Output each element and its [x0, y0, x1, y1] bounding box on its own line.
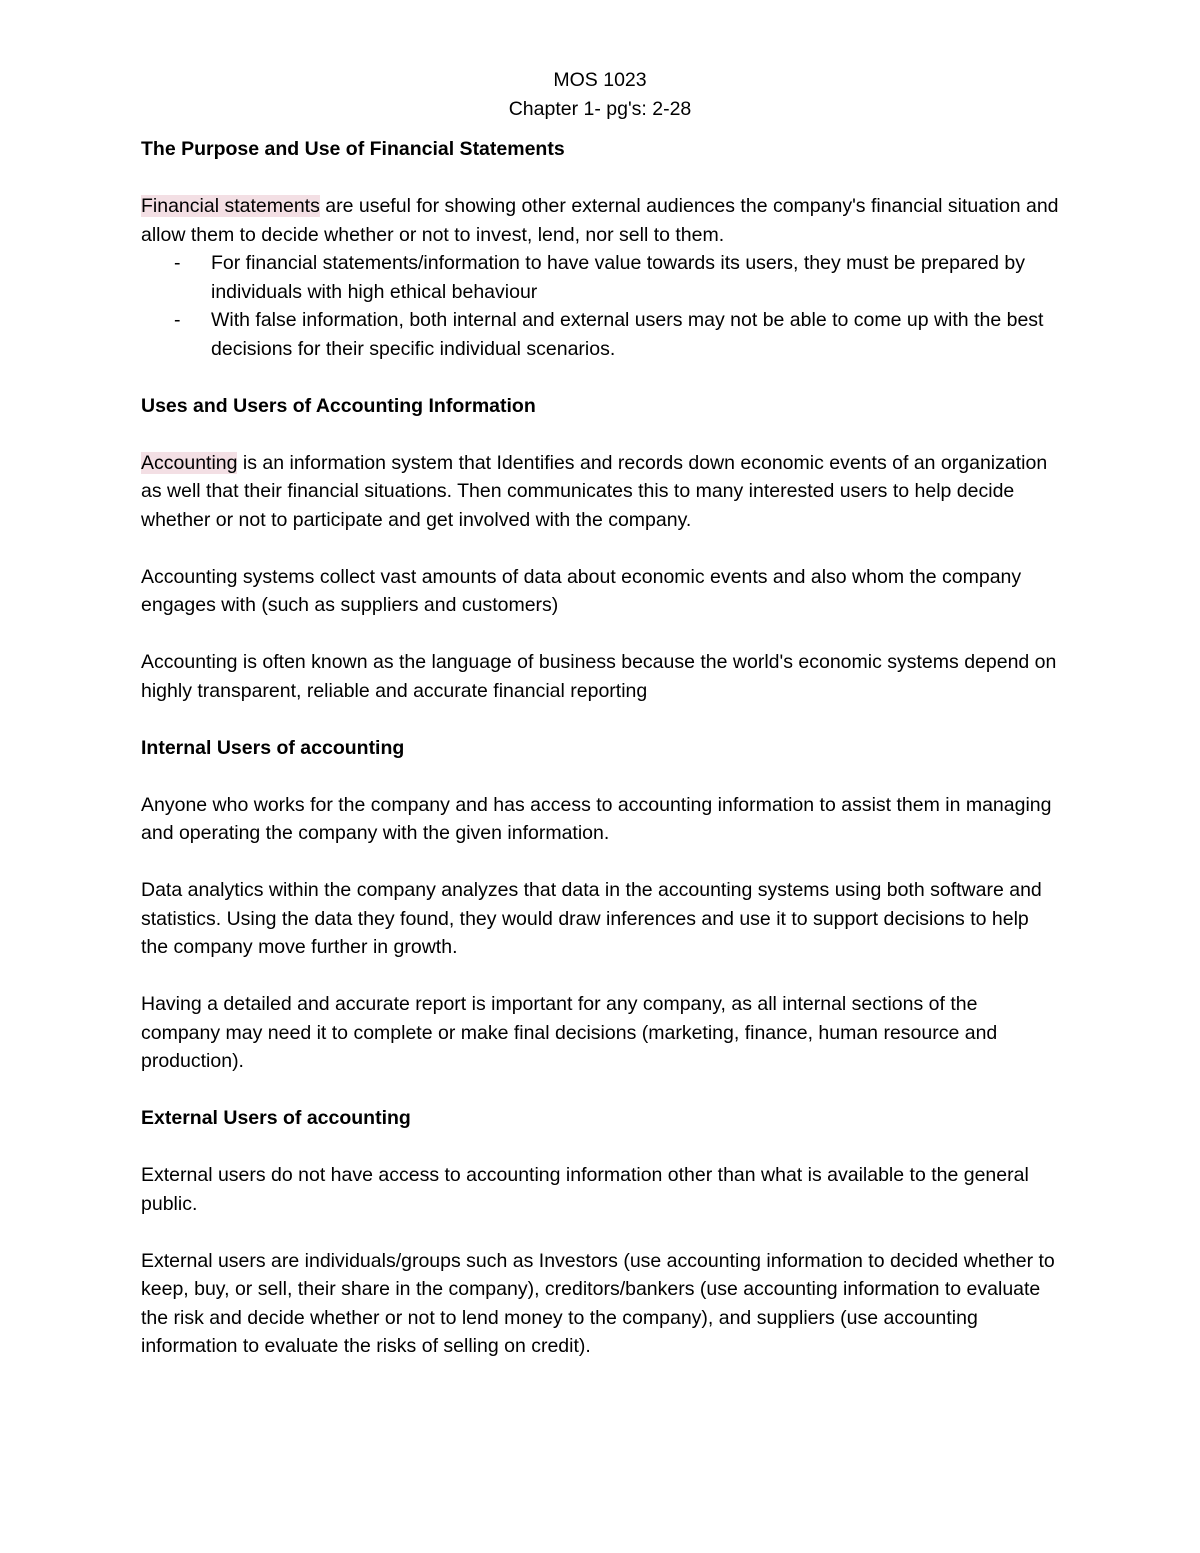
- spacer: [141, 762, 1061, 791]
- spacer: [141, 962, 1061, 991]
- spacer: [141, 1133, 1061, 1162]
- paragraph-text: is an information system that Identifies and records down economic events of an organization as well that their financial situations. Then communicates this to many interested users to help decide whether or not to participate and get involved with the company.: [141, 451, 1048, 531]
- paragraph-external-groups: External users are individuals/groups such as Investors (use accounting information to decided whether to keep, buy, or sell, their share in the company), creditors/bankers (use accounting information to evaluate the risk and decide whether or not to lend money to the company), and suppliers (use accounting information to evaluate the risks of selling on credit).: [141, 1249, 1055, 1357]
- document-page: [141, 66, 1061, 1361]
- paragraph-financial-statements: [141, 192, 1061, 249]
- spacer: [141, 620, 1061, 649]
- bullet-list: [141, 249, 1061, 363]
- section-heading-external-users: External Users of accounting: [141, 1107, 411, 1129]
- spacer: [141, 363, 1061, 392]
- paragraph-language-of-business: Accounting is often known as the language of business because the world's economic systems depend on highly transparent, reliable and accurate financial reporting: [141, 651, 1057, 702]
- section-heading-internal-users: Internal Users of accounting: [141, 736, 405, 759]
- spacer: [141, 420, 1061, 449]
- list-item-text: For financial statements/information to have value towards its users, they must be prepared by individuals with high ethical behaviour: [211, 252, 1025, 303]
- spacer: [141, 1076, 1061, 1105]
- spacer: [141, 164, 1061, 193]
- highlighted-term: Accounting: [141, 451, 238, 474]
- chapter-pages: Chapter 1- pg's: 2-28: [508, 97, 692, 120]
- paragraph-external-access: External users do not have access to accounting information other than what is available to the general public.: [141, 1164, 1029, 1215]
- dash-marker: -: [174, 309, 181, 331]
- dash-marker: -: [174, 252, 181, 274]
- section-heading-purpose: The Purpose and Use of Financial Statements: [141, 138, 565, 160]
- spacer: [141, 1218, 1061, 1247]
- list-item: [141, 249, 1061, 306]
- spacer: [141, 123, 1061, 135]
- spacer: [141, 705, 1061, 734]
- list-item: [141, 306, 1061, 363]
- spacer: [141, 848, 1061, 877]
- paragraph-data-analytics: Data analytics within the company analyzes that data in the accounting systems using both software and statistics. Using the data they found, they would draw inferences and use it to support decisions to help the company move further in growth.: [141, 879, 1042, 958]
- highlighted-term: Financial statements: [141, 195, 320, 217]
- paragraph-internal-users: Anyone who works for the company and has access to accounting information to assist them in managing and operating the company with the given information.: [141, 793, 1052, 844]
- paragraph-accounting-systems: Accounting systems collect vast amounts of data about economic events and also whom the company engages with (such as suppliers and customers): [141, 565, 1022, 616]
- spacer: [141, 534, 1061, 563]
- paragraph-detailed-report: Having a detailed and accurate report is important for any company, as all internal sections of the company may need it to complete or make final decisions (marketing, finance, human resource and production).: [141, 993, 998, 1072]
- list-item-text: With false information, both internal and external users may not be able to come up with the best decisions for their specific individual scenarios.: [211, 309, 1044, 360]
- section-heading-uses-users: Uses and Users of Accounting Information: [141, 394, 536, 417]
- paragraph-text: are useful for showing other external audiences the company's financial situation and allow them to decide whether or not to invest, lend, nor sell to them.: [141, 195, 1059, 246]
- paragraph-accounting-definition: [141, 449, 1061, 535]
- course-code: MOS 1023: [553, 69, 647, 91]
